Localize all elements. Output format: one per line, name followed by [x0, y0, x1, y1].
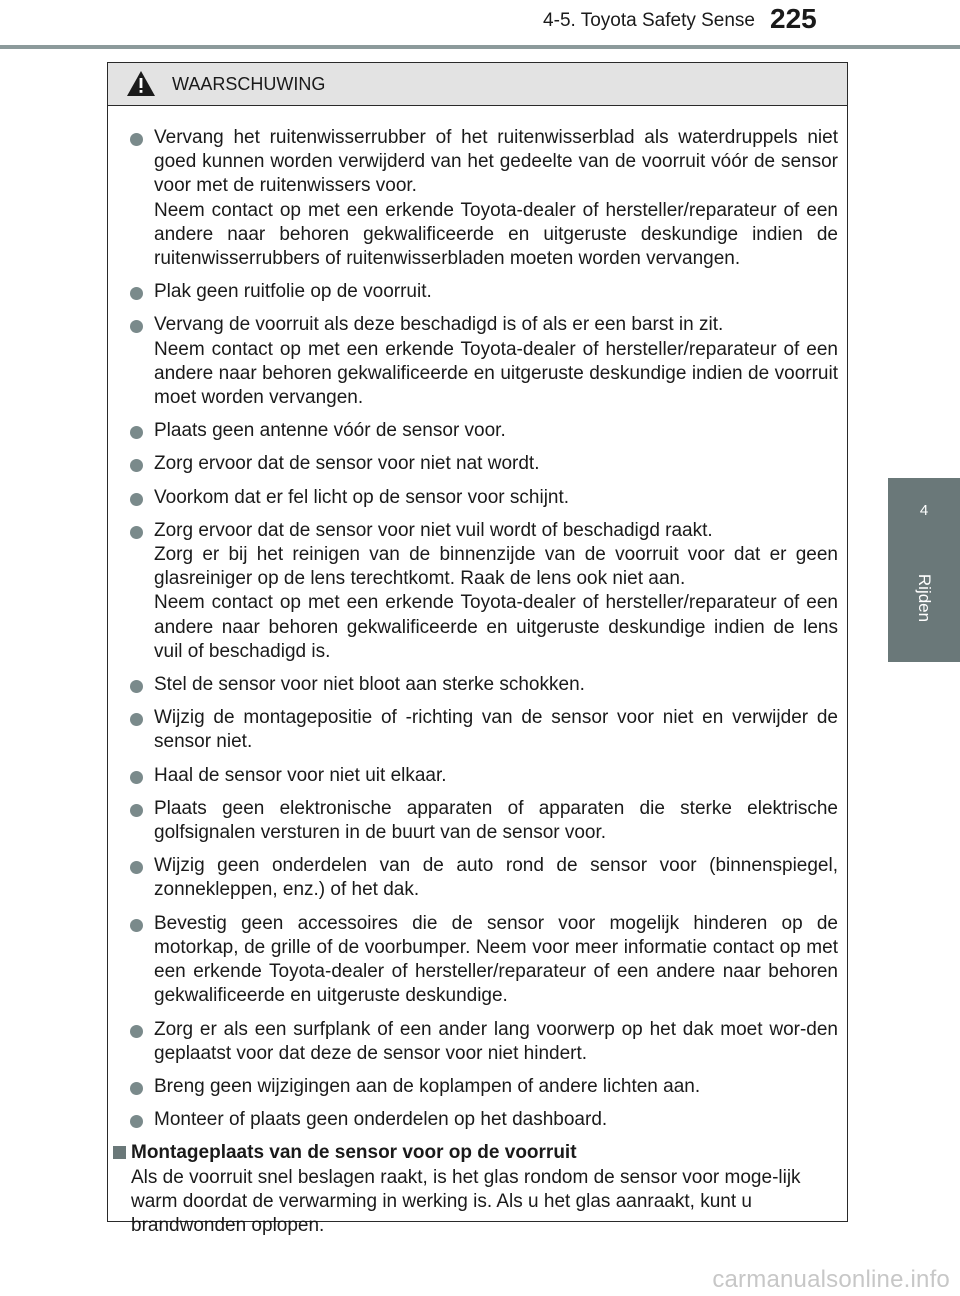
section-heading: Montageplaats van de sensor voor op de voorruit — [131, 1142, 577, 1164]
warning-item-text: Zorg ervoor dat de sensor voor niet nat wordt. — [154, 453, 540, 475]
warning-list-item — [108, 1018, 847, 1066]
bullet-icon — [130, 1025, 143, 1038]
chapter-number: 4 — [919, 502, 929, 519]
bullet-icon — [130, 1115, 143, 1128]
warning-list-item — [108, 1108, 847, 1132]
warning-title: WAARSCHUWING — [172, 74, 326, 94]
warning-triangle-icon — [126, 70, 156, 97]
warning-item-text: Neem contact op met een erkende Toyota-dealer of hersteller/reparateur of een andere naar behoren gekwalificeerde en uitgeruste deskundige indien de voorruit moet worden vervangen. — [154, 338, 838, 409]
bullet-icon — [130, 919, 143, 932]
square-bullet-icon — [113, 1146, 126, 1159]
bullet-icon — [130, 861, 143, 874]
warning-box — [107, 62, 848, 1236]
header-divider — [0, 45, 960, 49]
warning-header — [108, 63, 847, 106]
warning-item-text: Breng geen wijzigingen aan de koplampen of andere lichten aan. — [154, 1075, 701, 1097]
warning-item-text: Stel de sensor voor niet bloot aan sterke schokken. — [154, 674, 585, 696]
chapter-side-tab — [888, 478, 960, 662]
bullet-icon — [130, 426, 143, 439]
section-block — [108, 1141, 847, 1238]
section-text: Als de voorruit snel beslagen raakt, is het glas rondom de sensor voor moge-lijk warm doordat de verwarming in werking is. Als u het glas aanraakt, kunt u brandwonden oplopen. — [131, 1166, 801, 1236]
warning-list-item — [108, 486, 847, 510]
warning-list-item — [108, 419, 847, 443]
warning-item-text: Plaats geen antenne vóór de sensor voor. — [154, 420, 506, 442]
watermark: carmanualsonline.info — [712, 1266, 950, 1293]
warning-list-item — [108, 854, 847, 902]
warning-list-item — [108, 452, 847, 476]
warning-list-item — [108, 673, 847, 697]
warning-list-item — [108, 1075, 847, 1099]
page-number: 225 — [770, 3, 817, 34]
bullet-icon — [130, 1082, 143, 1095]
warning-list-item — [108, 706, 847, 754]
warning-item-text: Zorg er bij het reinigen van de binnenzijde van de voorruit voor dat er geen glasreiniger op de lens terechtkomt. Raak de lens ook niet aan. — [154, 544, 838, 590]
warning-body — [108, 126, 847, 1238]
warning-item-text: Neem contact op met een erkende Toyota-dealer of hersteller/reparateur of een andere naar behoren gekwalificeerde en uitgeruste deskundige indien de ruitenwisserrubbers of ruitenwisserbladen moeten worden vervangen. — [154, 199, 838, 270]
warning-item-text: Vervang het ruitenwisserrubber of het ruitenwisserblad als waterdruppels niet goed kunnen worden verwijderd van het gedeelte van de voorruit vóór de sensor voor met de ruitenwissers voor. — [154, 127, 838, 197]
bullet-icon — [130, 459, 143, 472]
section-title: 4-5. Toyota Safety Sense — [543, 10, 755, 31]
bullet-icon — [130, 320, 143, 333]
bullet-icon — [130, 771, 143, 784]
bullet-icon — [130, 133, 143, 146]
warning-list-item — [108, 313, 847, 410]
bullet-icon — [130, 287, 143, 300]
warning-item-text: Plak geen ruitfolie op de voorruit. — [154, 281, 432, 303]
warning-item-text: Voorkom dat er fel licht op de sensor voor schijnt. — [154, 486, 570, 508]
warning-list-item — [108, 912, 847, 1009]
warning-list-item — [108, 797, 847, 845]
warning-list-item — [108, 280, 847, 304]
chapter-title: Rijden — [915, 573, 934, 623]
warning-item-text: Haal de sensor voor niet uit elkaar. — [154, 764, 447, 786]
bullet-icon — [130, 680, 143, 693]
warning-item-text: Neem contact op met een erkende Toyota-dealer of hersteller/reparateur of een andere naar behoren gekwalificeerde en uitgeruste deskundige indien de lens vuil of beschadigd is. — [154, 592, 838, 662]
warning-item-text: Zorg er als een surfplank of een ander lang voorwerp op het dak moet wor-den geplaatst voor dat deze de sensor voor niet hindert. — [154, 1018, 838, 1064]
bullet-icon — [130, 493, 143, 506]
warning-list-item — [108, 764, 847, 788]
warning-item-text: Plaats geen elektronische apparaten of apparaten die sterke elektrische golfsignalen versturen in de buurt van de sensor voor. — [154, 797, 838, 844]
warning-item-text: Monteer of plaats geen onderdelen op het dashboard. — [154, 1109, 608, 1131]
warning-list-item — [108, 519, 847, 664]
bullet-icon — [130, 713, 143, 726]
warning-item-text: Wijzig geen onderdelen van de auto rond de sensor voor (binnenspiegel, zonnekleppen, enz.) of het dak. — [154, 855, 838, 901]
warning-item-text: Bevestig geen accessoires die de sensor voor mogelijk hinderen op de motorkap, de grille of de voorbumper. Neem voor meer informatie contact op met een erkende Toyota-dealer of hersteller/reparateur of een andere naar behoren gekwalificeerde en uitgeruste deskundige. — [154, 912, 838, 1007]
bullet-icon — [130, 804, 143, 817]
bullet-icon — [130, 526, 143, 539]
warning-item-text: Wijzig de montagepositie of -richting van de sensor voor niet en verwijder de sensor niet. — [154, 707, 838, 753]
warning-item-text: Vervang de voorruit als deze beschadigd is of als er een barst in zit. — [154, 314, 724, 336]
warning-item-text: Zorg ervoor dat de sensor voor niet vuil wordt of beschadigd raakt. — [154, 519, 713, 541]
warning-list-item — [108, 126, 847, 271]
